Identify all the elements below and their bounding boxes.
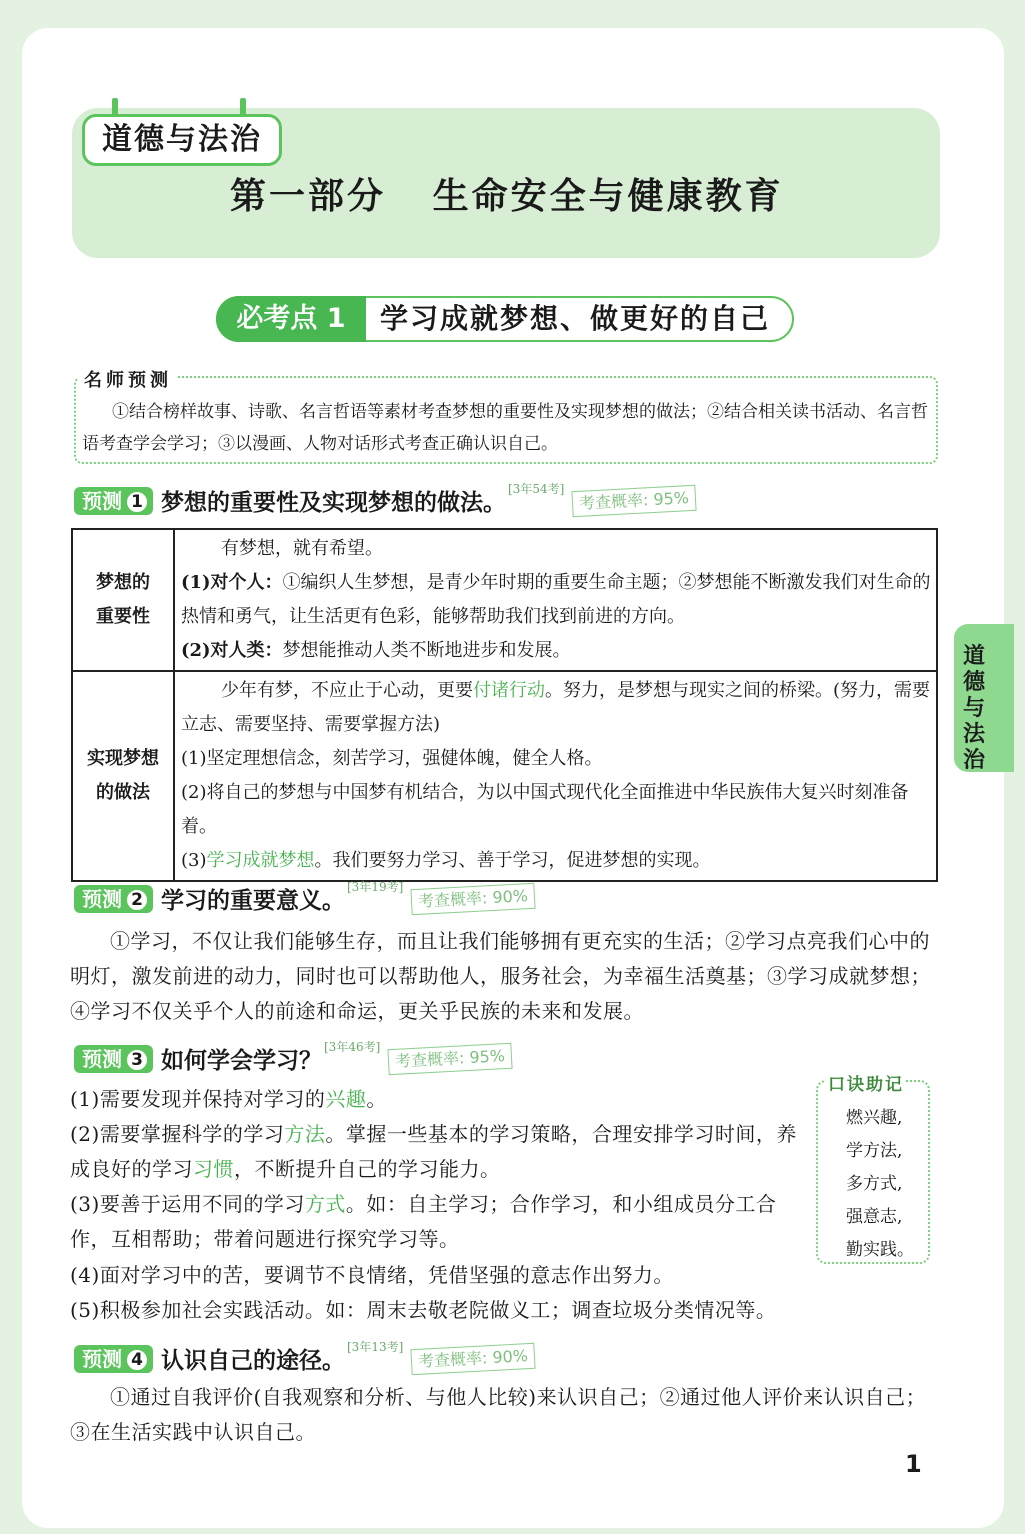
row-header-methods xyxy=(72,671,174,881)
subject-tag: 道德与法治 xyxy=(82,114,282,166)
exam-frequency: [3年13考] xyxy=(347,1340,404,1354)
side-tab-label: 道德与法治 xyxy=(962,644,985,773)
section-heading xyxy=(74,1042,512,1076)
dream-table xyxy=(71,528,938,882)
exam-probability-stamp: 考查概率: 95% xyxy=(388,1042,513,1074)
section-number: 2 xyxy=(125,888,149,912)
key-point-pill xyxy=(216,296,794,342)
mnemonic-line: 学方法, xyxy=(846,1141,903,1161)
list-item: (5)积极参加社会实践活动。如：周末去敬老院做义工；调查垃圾分类情况等。 xyxy=(70,1298,777,1322)
cell-label: (1)对个人： xyxy=(181,572,283,593)
cell-text: 。我们要努力学习、善于学习，促进梦想的实现。 xyxy=(314,850,711,871)
section-title: 如何学会学习？ xyxy=(161,1048,322,1074)
section-2-text xyxy=(70,924,938,1029)
mnemonic-line: 勤实践。 xyxy=(846,1240,914,1260)
cell-paragraph xyxy=(181,634,932,668)
mnemonic-line: 燃兴趣, xyxy=(846,1108,903,1128)
row-header-importance xyxy=(72,529,174,671)
list-item: (2)需要掌握科学的学习方法。掌握一些基本的学习策略，合理安排学习时间，养成良好的学习习惯，不断提升自己的学习能力。 xyxy=(70,1122,797,1181)
section-heading xyxy=(74,484,696,518)
mnemonic-line: 多方式, xyxy=(846,1174,903,1194)
cell-text: 。努力，是梦想与现实之间的桥梁。(努力，需要立志、需要坚持、需要掌握方法) xyxy=(181,680,931,735)
body-paragraph: ①学习，不仅让我们能够生存，而且让我们能够拥有更充实的生活；②学习点亮我们心中的明灯，激发前进的动力，同时也可以帮助他人，服务社会，为幸福生活奠基；③学习成就梦想；④学习不仅关乎个人的前途和命运，更关乎民族的未来和发展。 xyxy=(70,929,931,1023)
section-heading xyxy=(74,882,535,916)
highlight-text: 学习成就梦想 xyxy=(206,850,315,871)
key-point-label: 必考点 1 xyxy=(216,296,366,342)
section-tag: 预测 4 xyxy=(74,1345,153,1373)
cell-paragraph: (1)坚定理想信念，刻苦学习，强健体魄，健全人格。 xyxy=(181,748,603,769)
cell-text: ①编织人生梦想，是青少年时期的重要生命主题；②梦想能不断激发我们对生命的热情和勇气，让生活更有色彩，能够帮助我们找到前进的方向。 xyxy=(181,572,931,627)
part-title: 第一部分 生命安全与健康教育 xyxy=(230,176,784,217)
cell-paragraph: (2)将自己的梦想与中国梦有机结合，为以中国式现代化全面推进中华民族伟大复兴时刻准备着。 xyxy=(181,782,909,837)
cell-text: 少年有梦，不应止于心动，更要 xyxy=(221,680,473,701)
teacher-prediction-text: ①结合榜样故事、诗歌、名言哲语等素材考查梦想的重要性及实现梦想的做法；②结合相关读书活动、名言哲语考查学会学习；③以漫画、人物对话形式考查正确认识自己。 xyxy=(82,402,928,454)
section-4-text xyxy=(70,1380,938,1450)
cell-text: 梦想能推动人类不断地进步和发展。 xyxy=(282,640,571,661)
section-number: 3 xyxy=(125,1048,149,1072)
cell-label: (2)对人类： xyxy=(181,640,283,661)
exam-probability-stamp: 考查概率: 90% xyxy=(411,882,536,914)
body-paragraph: ①通过自我评价(自我观察和分析、与他人比较)来认识自己；②通过他人评价来认识自己；③在生活实践中认识自己。 xyxy=(70,1385,927,1444)
cell-paragraph xyxy=(181,566,932,634)
exam-frequency: [3年19考] xyxy=(347,880,404,894)
table-cell xyxy=(174,529,937,671)
section-tag: 预测 2 xyxy=(74,885,153,913)
mnemonic-heading: 口诀助记 xyxy=(826,1070,906,1095)
exam-probability-stamp: 考查概率: 95% xyxy=(572,484,697,516)
section-title: 梦想的重要性及实现梦想的做法。 xyxy=(161,490,506,516)
highlight-text: 付诸行动 xyxy=(473,680,545,701)
section-number: 1 xyxy=(125,490,149,514)
row-header-text: 实现梦想 的做法 xyxy=(87,748,159,803)
mnemonic-line: 强意志, xyxy=(846,1207,903,1227)
list-item: (3)要善于运用不同的学习方式。如：自主学习；合作学习，和小组成员分工合作，互相帮助；带着问题进行探究学习等。 xyxy=(70,1192,777,1251)
exam-frequency: [3年46考] xyxy=(324,1040,381,1054)
page-number: 1 xyxy=(905,1450,922,1478)
section-number: 4 xyxy=(125,1348,149,1372)
table-row xyxy=(72,529,937,671)
list-item: (4)面对学习中的苦，要调节不良情绪，凭借坚强的意志作出努力。 xyxy=(70,1263,674,1287)
mnemonic-lines xyxy=(846,1102,914,1267)
cell-text: (3) xyxy=(181,850,207,871)
section-heading xyxy=(74,1342,535,1376)
section-title: 认识自己的途径。 xyxy=(161,1348,345,1374)
table-cell xyxy=(174,671,937,881)
teacher-prediction-heading: 名师预测 xyxy=(78,366,178,392)
cell-intro xyxy=(181,674,932,742)
section-tag: 预测 1 xyxy=(74,487,153,515)
section-3-list-cont xyxy=(70,1258,938,1328)
cell-intro: 有梦想，就有希望。 xyxy=(221,538,383,559)
section-tag: 预测 3 xyxy=(74,1045,153,1073)
cell-paragraph xyxy=(181,844,932,878)
row-header-text: 梦想的 重要性 xyxy=(96,572,150,627)
exam-frequency: [3年54考] xyxy=(508,482,565,496)
table-row xyxy=(72,671,937,881)
list-item: (1)需要发现并保持对学习的兴趣。 xyxy=(70,1087,387,1111)
section-title: 学习的重要意义。 xyxy=(161,888,345,914)
section-3-list xyxy=(70,1082,800,1257)
exam-probability-stamp: 考查概率: 90% xyxy=(411,1342,536,1374)
key-point-title: 学习成就梦想、做更好的自己 xyxy=(380,302,771,335)
